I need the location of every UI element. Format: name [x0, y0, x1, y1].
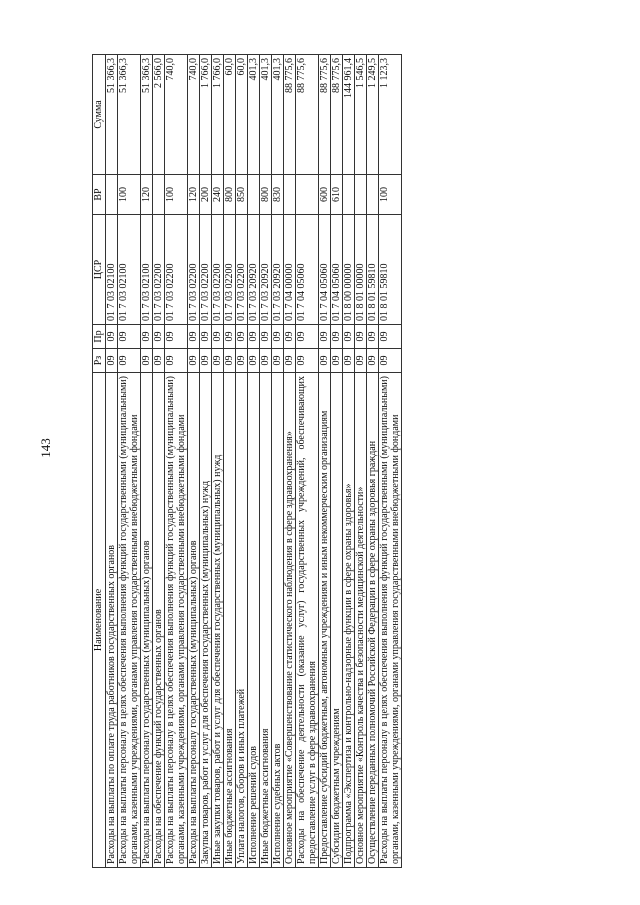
cell-csr: 01 7 03 20920	[272, 215, 284, 325]
page-number: 143	[37, 438, 53, 458]
cell-rz: 09	[141, 349, 153, 373]
cell-name: Иные закупки товаров, работ и услуг для обеспечения государственных (муниципальных) нужд	[212, 373, 224, 868]
cell-pr: 09	[165, 325, 188, 349]
cell-rz: 09	[188, 349, 200, 373]
cell-csr: 01 7 03 02100	[141, 215, 153, 325]
cell-name: Субсидии бюджетным учреждениям	[331, 373, 343, 868]
cell-csr: 01 8 01 00000	[355, 215, 367, 325]
cell-vr: 850	[236, 175, 248, 215]
cell-vr: 120	[188, 175, 200, 215]
cell-rz: 09	[212, 349, 224, 373]
table-body	[106, 55, 402, 868]
cell-pr: 09	[331, 325, 343, 349]
cell-sum: 1 766,0	[212, 55, 224, 175]
cell-vr	[355, 175, 367, 215]
cell-rz: 09	[272, 349, 284, 373]
cell-sum: 740,0	[165, 55, 188, 175]
cell-vr	[343, 175, 355, 215]
cell-vr: 830	[272, 175, 284, 215]
cell-sum: 60,0	[224, 55, 236, 175]
cell-vr: 240	[212, 175, 224, 215]
cell-pr: 09	[106, 325, 118, 349]
cell-name: Расходы на выплаты персоналу в целях обеспечения выполнения функций государственными (муниципальными) органами, казенными учреждениями, органами управления государственными внебюджетными фондами	[165, 373, 188, 868]
cell-sum: 401,3	[248, 55, 260, 175]
budget-table	[92, 54, 402, 868]
table-row	[272, 55, 284, 868]
cell-pr: 09	[118, 325, 141, 349]
header-sum: Сумма	[93, 55, 106, 175]
cell-name: Иные бюджетные ассигнования	[260, 373, 272, 868]
cell-name: Исполнение решений судов	[248, 373, 260, 868]
cell-name: Расходы на выплаты по оплате труда работников государственных органов	[106, 373, 118, 868]
cell-sum: 51 366,3	[106, 55, 118, 175]
cell-vr	[153, 175, 165, 215]
cell-pr: 09	[284, 325, 296, 349]
rotated-page-content	[92, 55, 552, 868]
cell-pr: 09	[153, 325, 165, 349]
header-rz: Рз	[93, 349, 106, 373]
cell-vr: 200	[200, 175, 212, 215]
cell-rz: 09	[296, 349, 319, 373]
cell-csr: 01 7 04 05060	[296, 215, 319, 325]
cell-name: Осуществление переданных полномочий Российской Федерации в сфере охраны здоровья граждан	[367, 373, 379, 868]
cell-vr: 800	[260, 175, 272, 215]
table-row	[212, 55, 224, 868]
cell-pr: 09	[212, 325, 224, 349]
cell-sum: 60,0	[236, 55, 248, 175]
cell-csr: 01 8 00 00000	[343, 215, 355, 325]
cell-rz: 09	[284, 349, 296, 373]
table-row	[343, 55, 355, 868]
cell-sum: 88 775,6	[319, 55, 331, 175]
cell-rz: 09	[200, 349, 212, 373]
cell-csr: 01 7 04 00000	[284, 215, 296, 325]
cell-sum: 51 366,3	[141, 55, 153, 175]
cell-sum: 1 123,3	[379, 55, 402, 175]
cell-vr	[284, 175, 296, 215]
cell-name: Расходы на выплаты персоналу в целях обеспечения выполнения функций государственными (муниципальными) органами, казенными учреждениями, органами управления государственными внебюджетными фондами	[118, 373, 141, 868]
cell-csr: 01 7 04 05060	[319, 215, 331, 325]
cell-name: Исполнение судебных актов	[272, 373, 284, 868]
cell-pr: 09	[272, 325, 284, 349]
table-row	[331, 55, 343, 868]
cell-vr: 120	[141, 175, 153, 215]
table-row	[106, 55, 118, 868]
cell-sum: 401,3	[260, 55, 272, 175]
cell-csr: 01 7 03 02100	[106, 215, 118, 325]
cell-name: Закупка товаров, работ и услуг для обеспечения государственных (муниципальных) нужд	[200, 373, 212, 868]
cell-sum: 1 249,5	[367, 55, 379, 175]
cell-csr: 01 7 03 02200	[212, 215, 224, 325]
cell-pr: 09	[367, 325, 379, 349]
cell-csr: 01 7 03 02200	[153, 215, 165, 325]
cell-rz: 09	[260, 349, 272, 373]
cell-vr: 610	[331, 175, 343, 215]
cell-name: Подпрограмма «Экспертиза и контрольно-надзорные функции в сфере охраны здоровья»	[343, 373, 355, 868]
cell-rz: 09	[118, 349, 141, 373]
table-row	[248, 55, 260, 868]
cell-name: Расходы на обеспечение деятельности (оказание услуг) государственных учреждений, обеспечивающих предоставление услуг в сфере здравоохранения	[296, 373, 319, 868]
header-pr: Пр	[93, 325, 106, 349]
table-row	[118, 55, 141, 868]
table-header-row	[93, 55, 106, 868]
cell-rz: 09	[153, 349, 165, 373]
cell-pr: 09	[355, 325, 367, 349]
cell-pr: 09	[141, 325, 153, 349]
table-row	[319, 55, 331, 868]
cell-name: Расходы на выплаты персоналу в целях обеспечения выполнения функций государственными (муниципальными) органами, казенными учреждениями, органами управления государственными внебюджетными фондами	[379, 373, 402, 868]
cell-csr: 01 8 01 59810	[367, 215, 379, 325]
cell-pr: 09	[379, 325, 402, 349]
cell-vr: 600	[319, 175, 331, 215]
cell-sum: 2 566,0	[153, 55, 165, 175]
cell-pr: 09	[296, 325, 319, 349]
cell-rz: 09	[379, 349, 402, 373]
cell-name: Основное мероприятие «Контроль качества и безопасности медицинской деятельности»	[355, 373, 367, 868]
table-row	[188, 55, 200, 868]
cell-csr: 01 7 03 02100	[118, 215, 141, 325]
table-row	[141, 55, 153, 868]
cell-pr: 09	[236, 325, 248, 349]
cell-sum: 51 366,3	[118, 55, 141, 175]
cell-rz: 09	[367, 349, 379, 373]
cell-rz: 09	[224, 349, 236, 373]
cell-csr: 01 7 03 20920	[260, 215, 272, 325]
table-row	[165, 55, 188, 868]
cell-name: Уплата налогов, сборов и иных платежей	[236, 373, 248, 868]
cell-name: Расходы на выплаты персоналу государственных (муниципальных) органов	[188, 373, 200, 868]
cell-rz: 09	[106, 349, 118, 373]
cell-csr: 01 7 03 02200	[200, 215, 212, 325]
header-vr: ВР	[93, 175, 106, 215]
cell-vr	[106, 175, 118, 215]
cell-name: Предоставление субсидий бюджетным, автономным учреждениям и иным некоммерческим организациям	[319, 373, 331, 868]
cell-sum: 1 546,5	[355, 55, 367, 175]
cell-csr: 01 7 03 02200	[236, 215, 248, 325]
cell-rz: 09	[331, 349, 343, 373]
table-row	[260, 55, 272, 868]
cell-pr: 09	[260, 325, 272, 349]
cell-rz: 09	[343, 349, 355, 373]
cell-sum: 1 766,0	[200, 55, 212, 175]
cell-vr: 100	[165, 175, 188, 215]
cell-csr: 01 7 03 02200	[165, 215, 188, 325]
cell-vr: 100	[379, 175, 402, 215]
cell-sum: 401,3	[272, 55, 284, 175]
table-row	[153, 55, 165, 868]
cell-pr: 09	[343, 325, 355, 349]
cell-name: Расходы на выплаты персоналу государственных (муниципальных) органов	[141, 373, 153, 868]
cell-rz: 09	[355, 349, 367, 373]
table-row	[200, 55, 212, 868]
cell-name: Основное мероприятие «Совершенствование статистического наблюдения в сфере здравоохранения»	[284, 373, 296, 868]
cell-pr: 09	[248, 325, 260, 349]
cell-vr: 100	[118, 175, 141, 215]
cell-csr: 01 7 04 05060	[331, 215, 343, 325]
cell-name: Иные бюджетные ассигнования	[224, 373, 236, 868]
table-row	[296, 55, 319, 868]
cell-csr: 01 8 01 59810	[379, 215, 402, 325]
cell-sum: 740,0	[188, 55, 200, 175]
cell-csr: 01 7 03 20920	[248, 215, 260, 325]
table-row	[355, 55, 367, 868]
table-row	[224, 55, 236, 868]
table-row	[379, 55, 402, 868]
cell-rz: 09	[165, 349, 188, 373]
cell-csr: 01 7 03 02200	[224, 215, 236, 325]
table-row	[367, 55, 379, 868]
cell-pr: 09	[224, 325, 236, 349]
cell-pr: 09	[200, 325, 212, 349]
cell-rz: 09	[236, 349, 248, 373]
cell-sum: 88 775,6	[331, 55, 343, 175]
cell-vr	[367, 175, 379, 215]
cell-pr: 09	[188, 325, 200, 349]
cell-sum: 88 775,6	[296, 55, 319, 175]
table-row	[236, 55, 248, 868]
cell-sum: 88 775,6	[284, 55, 296, 175]
cell-vr: 800	[224, 175, 236, 215]
cell-rz: 09	[319, 349, 331, 373]
header-name: Наименование	[93, 373, 106, 868]
cell-rz: 09	[248, 349, 260, 373]
cell-csr: 01 7 03 02200	[188, 215, 200, 325]
cell-sum: 144 961,4	[343, 55, 355, 175]
table-row	[284, 55, 296, 868]
cell-vr	[248, 175, 260, 215]
cell-pr: 09	[319, 325, 331, 349]
cell-vr	[296, 175, 319, 215]
header-csr: ЦСР	[93, 215, 106, 325]
cell-name: Расходы на обеспечение функций государственных органов	[153, 373, 165, 868]
